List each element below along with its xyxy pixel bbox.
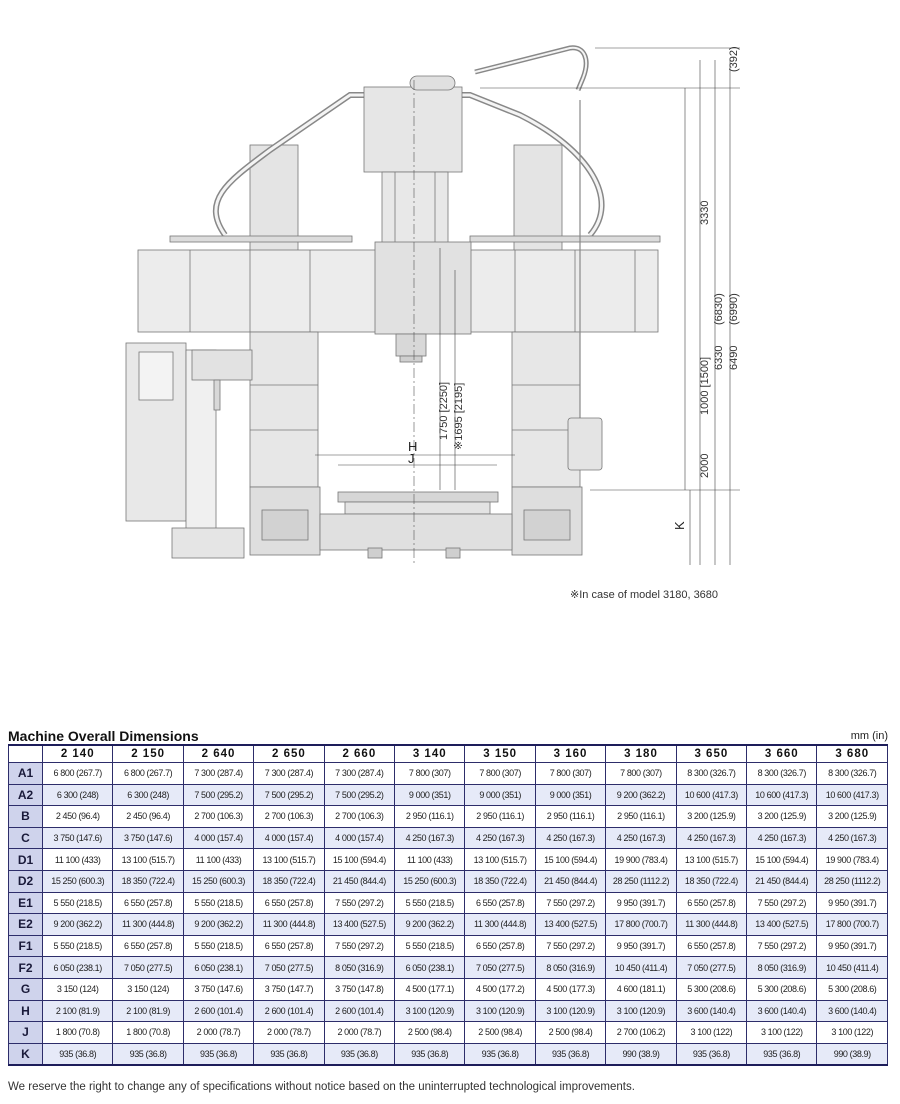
table-cell: 5 300 (208.6) (817, 978, 888, 1000)
table-cell: 7 800 (307) (395, 763, 465, 785)
table-cell: 2 000 (78.7) (254, 1022, 324, 1044)
table-cell: 3 750 (147.8) (324, 978, 394, 1000)
table-cell: 3 750 (147.6) (43, 827, 113, 849)
table-cell: 3 100 (120.9) (535, 1000, 605, 1022)
table-cell: 7 550 (297.2) (747, 892, 817, 914)
top-hose (475, 48, 586, 90)
dim-h: H (408, 439, 418, 454)
table-cell: 3 100 (120.9) (606, 1000, 676, 1022)
table-cell: 7 550 (297.2) (747, 935, 817, 957)
table-cell: 3 100 (120.9) (465, 1000, 535, 1022)
table-row (9, 1043, 888, 1065)
table-cell: 4 000 (157.4) (254, 827, 324, 849)
row-label: J (9, 1022, 43, 1044)
table-cell: 17 800 (700.7) (606, 914, 676, 936)
table-cell: 5 550 (218.5) (395, 892, 465, 914)
table-cell: 5 550 (218.5) (183, 935, 253, 957)
table-cell: 4 000 (157.4) (324, 827, 394, 849)
table-cell: 6 550 (257.8) (254, 935, 324, 957)
table-cell: 13 100 (515.7) (254, 849, 324, 871)
table-row (9, 892, 888, 914)
table-cell: 2 600 (101.4) (324, 1000, 394, 1022)
table-cell: 935 (36.8) (465, 1043, 535, 1065)
table-cell: 11 300 (444.8) (676, 914, 746, 936)
table-cell: 6 050 (238.1) (395, 957, 465, 979)
table-cell: 10 600 (417.3) (747, 784, 817, 806)
dim-j: J (408, 451, 415, 466)
table-cell: 2 000 (78.7) (324, 1022, 394, 1044)
table-cell: 2 450 (96.4) (113, 806, 183, 828)
table-cell: 7 300 (287.4) (324, 763, 394, 785)
table-cell: 7 800 (307) (535, 763, 605, 785)
table-cell: 935 (36.8) (254, 1043, 324, 1065)
table-row (9, 1022, 888, 1044)
table-cell: 21 450 (844.4) (324, 870, 394, 892)
table-header-bar (8, 728, 888, 744)
table-cell: 3 600 (140.4) (747, 1000, 817, 1022)
tool-changer (192, 350, 252, 380)
row-label: B (9, 806, 43, 828)
dim-2000: 2000 (699, 453, 711, 478)
table-cell: 8 300 (326.7) (817, 763, 888, 785)
table-cell: 8 300 (326.7) (747, 763, 817, 785)
platform-right (470, 236, 660, 242)
table-row (9, 763, 888, 785)
table-cell: 990 (38.9) (606, 1043, 676, 1065)
table-cell: 7 800 (307) (465, 763, 535, 785)
col-header: 3 160 (535, 745, 605, 763)
row-label: A1 (9, 763, 43, 785)
table-cell: 19 900 (783.4) (817, 849, 888, 871)
table-cell: 2 450 (96.4) (43, 806, 113, 828)
table-cell: 935 (36.8) (395, 1043, 465, 1065)
table-cell: 4 500 (177.3) (535, 978, 605, 1000)
table-cell: 3 150 (124) (43, 978, 113, 1000)
table-cell: 4 250 (167.3) (817, 827, 888, 849)
table-cell: 7 050 (277.5) (254, 957, 324, 979)
table-cell: 9 950 (391.7) (606, 935, 676, 957)
table-cell: 3 750 (147.7) (254, 978, 324, 1000)
table-cell: 8 050 (316.9) (747, 957, 817, 979)
table-corner (9, 745, 43, 763)
table-cell: 1 800 (70.8) (113, 1022, 183, 1044)
col-header: 2 650 (254, 745, 324, 763)
model-note: ※In case of model 3180, 3680 (570, 589, 719, 601)
table-cell: 5 550 (218.5) (395, 935, 465, 957)
col-header: 2 150 (113, 745, 183, 763)
table-cell: 7 300 (287.4) (183, 763, 253, 785)
work-table (338, 492, 498, 502)
table-cell: 2 600 (101.4) (183, 1000, 253, 1022)
table-cell: 9 200 (362.2) (395, 914, 465, 936)
row-label: G (9, 978, 43, 1000)
col-header: 2 640 (183, 745, 253, 763)
table-cell: 19 900 (783.4) (606, 849, 676, 871)
table-row (9, 827, 888, 849)
table-cell: 6 800 (267.7) (113, 763, 183, 785)
table-cell: 9 200 (362.2) (43, 914, 113, 936)
table-cell: 13 100 (515.7) (676, 849, 746, 871)
table-cell: 11 300 (444.8) (465, 914, 535, 936)
table-cell: 15 250 (600.3) (183, 870, 253, 892)
table-cell: 2 700 (106.3) (324, 806, 394, 828)
table-cell: 15 100 (594.4) (535, 849, 605, 871)
table-header-row (9, 745, 888, 763)
row-label: E2 (9, 914, 43, 936)
table-cell: 9 950 (391.7) (606, 892, 676, 914)
table-cell: 4 000 (157.4) (183, 827, 253, 849)
table-cell: 28 250 (1112.2) (606, 870, 676, 892)
table-cell: 6 300 (248) (43, 784, 113, 806)
table-cell: 1 800 (70.8) (43, 1022, 113, 1044)
table-cell: 2 500 (98.4) (535, 1022, 605, 1044)
table-cell: 935 (36.8) (747, 1043, 817, 1065)
table-cell: 7 500 (295.2) (183, 784, 253, 806)
table-cell: 3 100 (120.9) (395, 1000, 465, 1022)
table-cell: 6 550 (257.8) (113, 935, 183, 957)
table-cell: 11 100 (433) (395, 849, 465, 871)
row-label: D2 (9, 870, 43, 892)
table-cell: 3 600 (140.4) (817, 1000, 888, 1022)
table-cell: 15 100 (594.4) (324, 849, 394, 871)
table-cell: 8 050 (316.9) (324, 957, 394, 979)
table-cell: 6 050 (238.1) (183, 957, 253, 979)
table-row (9, 978, 888, 1000)
platform-left (170, 236, 352, 242)
col-header: 3 150 (465, 745, 535, 763)
table-row (9, 1000, 888, 1022)
table-cell: 6 800 (267.7) (43, 763, 113, 785)
row-label: F2 (9, 957, 43, 979)
table-cell: 2 950 (116.1) (465, 806, 535, 828)
table-cell: 13 400 (527.5) (747, 914, 817, 936)
dim-392: (392) (728, 46, 740, 72)
dim-6490: 6490 (728, 345, 740, 370)
table-cell: 18 350 (722.4) (113, 870, 183, 892)
table-cell: 7 050 (277.5) (465, 957, 535, 979)
table-cell: 2 950 (116.1) (606, 806, 676, 828)
row-label: K (9, 1043, 43, 1065)
table-cell: 7 050 (277.5) (676, 957, 746, 979)
table-cell: 6 300 (248) (113, 784, 183, 806)
table-cell: 5 300 (208.6) (747, 978, 817, 1000)
table-cell: 9 000 (351) (535, 784, 605, 806)
col-header: 3 650 (676, 745, 746, 763)
row-label: F1 (9, 935, 43, 957)
table-row (9, 914, 888, 936)
table-cell: 7 050 (277.5) (113, 957, 183, 979)
table-cell: 3 200 (125.9) (747, 806, 817, 828)
table-cell: 15 100 (594.4) (747, 849, 817, 871)
table-row (9, 849, 888, 871)
table-cell: 21 450 (844.4) (535, 870, 605, 892)
column-left (250, 332, 318, 487)
table-cell: 9 000 (351) (395, 784, 465, 806)
table-cell: 3 750 (147.6) (113, 827, 183, 849)
table-cell: 5 550 (218.5) (43, 892, 113, 914)
table-cell: 4 250 (167.3) (606, 827, 676, 849)
col-header: 3 680 (817, 745, 888, 763)
table-cell: 935 (36.8) (113, 1043, 183, 1065)
table-cell: 6 550 (257.8) (113, 892, 183, 914)
table-cell: 18 350 (722.4) (254, 870, 324, 892)
table-cell: 2 700 (106.3) (254, 806, 324, 828)
table-cell: 9 200 (362.2) (183, 914, 253, 936)
table-cell: 3 200 (125.9) (676, 806, 746, 828)
dim-1000-1500: 1000 [1500] (699, 356, 711, 415)
disclaimer-footer: We reserve the right to change any of specifications without notice based on the uninterrupted technological improvements. (8, 1081, 635, 1093)
table-row (9, 935, 888, 957)
table-cell: 6 550 (257.8) (676, 935, 746, 957)
table-cell: 7 500 (295.2) (324, 784, 394, 806)
table-cell: 3 750 (147.6) (183, 978, 253, 1000)
table-cell: 4 250 (167.3) (395, 827, 465, 849)
table-cell: 7 800 (307) (606, 763, 676, 785)
table-cell: 935 (36.8) (535, 1043, 605, 1065)
dim-6990: (6990) (728, 293, 740, 325)
ram (382, 172, 448, 247)
table-cell: 3 100 (122) (747, 1022, 817, 1044)
spindle-head-housing (364, 87, 462, 172)
table-cell: 3 150 (124) (113, 978, 183, 1000)
table-cell: 4 600 (181.1) (606, 978, 676, 1000)
table-cell: 990 (38.9) (817, 1043, 888, 1065)
hanging-pendant (568, 418, 602, 470)
table-cell: 15 250 (600.3) (43, 870, 113, 892)
table-cell: 2 600 (101.4) (254, 1000, 324, 1022)
dim-6830: (6830) (713, 293, 725, 325)
table-cell: 7 550 (297.2) (324, 935, 394, 957)
table-cell: 935 (36.8) (183, 1043, 253, 1065)
dim-1695-2195: ※1695 [2195] (453, 382, 465, 450)
table-cell: 7 550 (297.2) (535, 935, 605, 957)
table-cell: 11 100 (433) (43, 849, 113, 871)
table-cell: 6 550 (257.8) (254, 892, 324, 914)
row-label: H (9, 1000, 43, 1022)
table-cell: 15 250 (600.3) (395, 870, 465, 892)
table-cell: 2 950 (116.1) (395, 806, 465, 828)
table-cell: 2 100 (81.9) (43, 1000, 113, 1022)
table-cell: 7 300 (287.4) (254, 763, 324, 785)
saddle (375, 242, 471, 334)
table-cell: 7 550 (297.2) (535, 892, 605, 914)
dim-6330: 6330 (713, 345, 725, 370)
table-cell: 10 450 (411.4) (817, 957, 888, 979)
table-cell: 11 300 (444.8) (254, 914, 324, 936)
table-unit: mm (in) (850, 730, 888, 742)
table-cell: 9 200 (362.2) (606, 784, 676, 806)
table-cell: 6 550 (257.8) (465, 892, 535, 914)
table-cell: 2 700 (106.3) (183, 806, 253, 828)
row-label: E1 (9, 892, 43, 914)
col-header: 2 660 (324, 745, 394, 763)
table-cell: 18 350 (722.4) (676, 870, 746, 892)
table-cell: 8 300 (326.7) (676, 763, 746, 785)
dim-1750-2250: 1750 [2250] (438, 381, 450, 440)
dim-k: K (672, 521, 687, 530)
table-cell: 4 250 (167.3) (747, 827, 817, 849)
overall-dimensions-table (8, 744, 888, 1066)
table-cell: 9 950 (391.7) (817, 892, 888, 914)
col-header: 3 180 (606, 745, 676, 763)
table-cell: 3 600 (140.4) (676, 1000, 746, 1022)
row-label: D1 (9, 849, 43, 871)
col-header: 3 140 (395, 745, 465, 763)
table-cell: 6 550 (257.8) (676, 892, 746, 914)
table-cell: 4 500 (177.2) (465, 978, 535, 1000)
table-cell: 21 450 (844.4) (747, 870, 817, 892)
table-cell: 6 050 (238.1) (43, 957, 113, 979)
table-cell: 13 100 (515.7) (113, 849, 183, 871)
table-cell: 7 550 (297.2) (324, 892, 394, 914)
table-cell: 4 500 (177.1) (395, 978, 465, 1000)
row-label: C (9, 827, 43, 849)
table-cell: 4 250 (167.3) (465, 827, 535, 849)
col-header: 2 140 (43, 745, 113, 763)
table-cell: 3 100 (122) (676, 1022, 746, 1044)
table-cell: 4 250 (167.3) (676, 827, 746, 849)
table-cell: 6 550 (257.8) (465, 935, 535, 957)
table-cell: 17 800 (700.7) (817, 914, 888, 936)
table-title: Machine Overall Dimensions (8, 728, 199, 744)
table-cell: 935 (36.8) (43, 1043, 113, 1065)
table-cell: 2 100 (81.9) (113, 1000, 183, 1022)
table-cell: 4 250 (167.3) (535, 827, 605, 849)
dim-3330: 3330 (699, 200, 711, 225)
table-cell: 5 550 (218.5) (183, 892, 253, 914)
table-cell: 18 350 (722.4) (465, 870, 535, 892)
table-row (9, 957, 888, 979)
table-cell: 10 600 (417.3) (676, 784, 746, 806)
table-row (9, 870, 888, 892)
table-cell: 13 400 (527.5) (535, 914, 605, 936)
table-cell: 13 100 (515.7) (465, 849, 535, 871)
table-cell: 28 250 (1112.2) (817, 870, 888, 892)
table-cell: 2 950 (116.1) (535, 806, 605, 828)
col-header: 3 660 (747, 745, 817, 763)
bed (320, 514, 512, 550)
table-cell: 7 500 (295.2) (254, 784, 324, 806)
table-cell: 2 000 (78.7) (183, 1022, 253, 1044)
row-label: A2 (9, 784, 43, 806)
table-cell: 9 000 (351) (465, 784, 535, 806)
table-cell: 2 700 (106.2) (606, 1022, 676, 1044)
table-cell: 3 200 (125.9) (817, 806, 888, 828)
table-row (9, 806, 888, 828)
table-cell: 5 550 (218.5) (43, 935, 113, 957)
table-cell: 3 100 (122) (817, 1022, 888, 1044)
table-cell: 9 950 (391.7) (817, 935, 888, 957)
table-cell: 8 050 (316.9) (535, 957, 605, 979)
table-cell: 2 500 (98.4) (395, 1022, 465, 1044)
table-cell: 11 300 (444.8) (113, 914, 183, 936)
table-cell: 2 500 (98.4) (465, 1022, 535, 1044)
table-cell: 10 450 (411.4) (606, 957, 676, 979)
table-cell: 935 (36.8) (324, 1043, 394, 1065)
table-cell: 935 (36.8) (676, 1043, 746, 1065)
table-cell: 11 100 (433) (183, 849, 253, 871)
table-row (9, 784, 888, 806)
table-cell: 10 600 (417.3) (817, 784, 888, 806)
table-cell: 5 300 (208.6) (676, 978, 746, 1000)
table-cell: 13 400 (527.5) (324, 914, 394, 936)
